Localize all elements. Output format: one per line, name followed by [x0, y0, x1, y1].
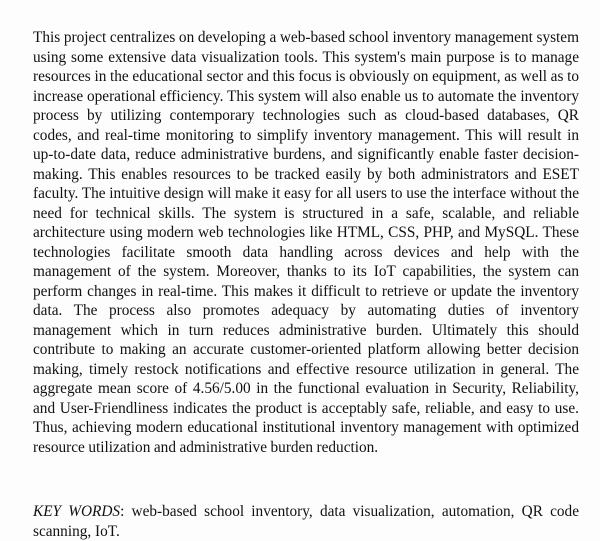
keywords-paragraph — [33, 502, 579, 541]
keywords-list: web-based school inventory, data visualization, automation, QR code scanning, IoT. — [33, 503, 579, 540]
keywords-label: KEY WORDS — [33, 503, 121, 520]
keywords-separator: : — [120, 503, 132, 520]
abstract-paragraph: This project centralizes on developing a web-based school inventory management system using some extensive data visualization tools. This system's main purpose is to manage resources in the educational sector and this focus is obviously on equipment, as well as to increase operational efficiency. This system will also enable us to automate the inventory process by utilizing contemporary technologies such as cloud-based databases, QR codes, and real-time monitoring to simplify inventory management. This will result in up-to-date data, reduce administrative burdens, and significantly enable faster decision-making. This enables resources to be tracked easily by both administrators and ESET faculty. The intuitive design will make it easy for all users to use the interface without the need for technical skills. The system is structured in a safe, scalable, and reliable architecture using modern web technologies like HTML, CSS, PHP, and MySQL. These technologies facilitate smooth data handling across devices and help with the management of the system. Moreover, thanks to its IoT capabilities, the system can perform changes in real-time. This makes it difficult to retrieve or update the inventory data. The process also promotes adequacy by automating duties of inventory management which in turn reduces administrative burden. Ultimately this should contribute to making an accurate customer-oriented platform allowing better decision making, timely restock notifications and effective resource utilization in general. The aggregate mean score of 4.56/5.00 in the functional evaluation in Security, Reliability, and User-Friendliness indicates the product is acceptably safe, reliable, and easy to use. Thus, achieving modern educational institutional inventory management with optimized resource utilization and administrative burden reduction. — [33, 29, 579, 456]
document-page — [33, 28, 579, 541]
